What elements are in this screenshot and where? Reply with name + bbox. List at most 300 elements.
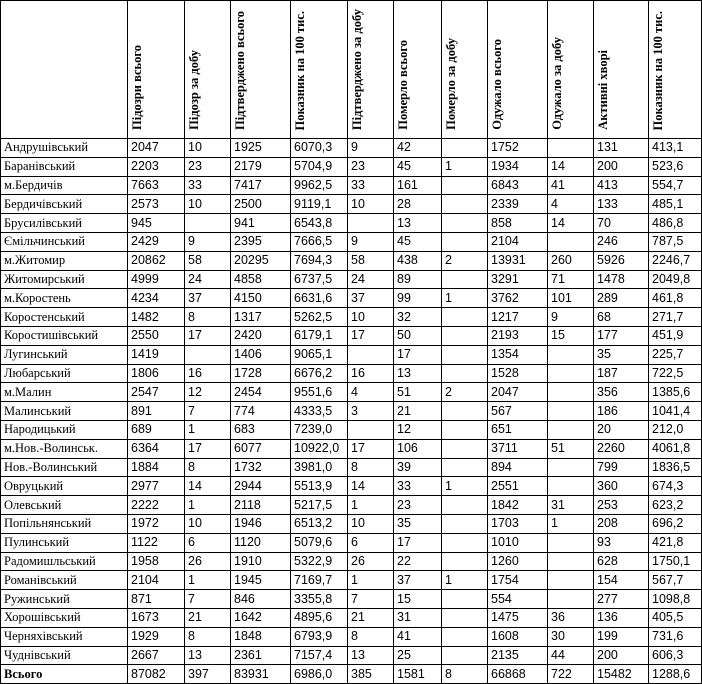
header-label: Показник на 100 тис.: [293, 10, 307, 130]
district-name-cell: Бердичівський: [1, 195, 128, 214]
value-cell: 199: [594, 627, 649, 646]
value-cell: 99: [394, 289, 442, 308]
value-cell: 14: [185, 477, 231, 496]
value-cell: 2203: [128, 157, 185, 176]
table-row: [1, 627, 702, 646]
value-cell: 8: [185, 627, 231, 646]
value-cell: 17: [394, 533, 442, 552]
value-cell: 58: [185, 251, 231, 270]
value-cell: 7169,7: [291, 571, 348, 590]
value-cell: 6543,8: [291, 214, 348, 233]
value-cell: 731,6: [649, 627, 702, 646]
value-cell: 51: [394, 383, 442, 402]
value-cell: 10922,0: [291, 439, 348, 458]
table-row: [1, 270, 702, 289]
value-cell: 70: [594, 214, 649, 233]
value-cell: [548, 345, 594, 364]
value-cell: 385: [348, 665, 394, 684]
value-cell: 2193: [488, 326, 548, 345]
value-cell: 37: [394, 571, 442, 590]
value-cell: 799: [594, 458, 649, 477]
value-cell: [442, 646, 488, 665]
value-cell: 1806: [128, 364, 185, 383]
value-cell: 1: [185, 496, 231, 515]
value-cell: 1925: [231, 139, 291, 158]
value-cell: 208: [594, 514, 649, 533]
district-name-cell: м.Бердичів: [1, 176, 128, 195]
value-cell: 2: [442, 251, 488, 270]
value-cell: 131: [594, 139, 649, 158]
value-cell: 554,7: [649, 176, 702, 195]
table-row: [1, 289, 702, 308]
value-cell: 7239,0: [291, 420, 348, 439]
value-cell: 1475: [488, 608, 548, 627]
header-column-9: [548, 1, 594, 139]
value-cell: 787,5: [649, 232, 702, 251]
value-cell: 23: [348, 157, 394, 176]
value-cell: 6793,9: [291, 627, 348, 646]
value-cell: 260: [548, 251, 594, 270]
table-row: [1, 533, 702, 552]
value-cell: 68: [594, 308, 649, 327]
value-cell: 225,7: [649, 345, 702, 364]
value-cell: 438: [394, 251, 442, 270]
value-cell: 6843: [488, 176, 548, 195]
value-cell: 2573: [128, 195, 185, 214]
table-row: [1, 345, 702, 364]
value-cell: 1836,5: [649, 458, 702, 477]
value-cell: 44: [548, 646, 594, 665]
value-cell: 4234: [128, 289, 185, 308]
header-label: Підтверджено за добу: [350, 8, 364, 130]
value-cell: 567,7: [649, 571, 702, 590]
district-name-cell: Андрушівський: [1, 139, 128, 158]
value-cell: [548, 420, 594, 439]
value-cell: 2: [442, 383, 488, 402]
district-name-cell: Брусилівський: [1, 214, 128, 233]
value-cell: 722,5: [649, 364, 702, 383]
value-cell: 26: [348, 552, 394, 571]
value-cell: 8: [348, 627, 394, 646]
district-name-cell: Баранівський: [1, 157, 128, 176]
header-label: Померло всього: [396, 40, 410, 130]
value-cell: 9: [348, 232, 394, 251]
value-cell: 30: [548, 627, 594, 646]
value-cell: 413,1: [649, 139, 702, 158]
value-cell: 7: [348, 590, 394, 609]
header-column-11: [649, 1, 702, 139]
value-cell: 31: [394, 608, 442, 627]
value-cell: 523,6: [649, 157, 702, 176]
district-name-cell: Хорошівський: [1, 608, 128, 627]
value-cell: 1910: [231, 552, 291, 571]
table-row: [1, 157, 702, 176]
value-cell: 3291: [488, 270, 548, 289]
table-row: [1, 608, 702, 627]
value-cell: 1: [185, 420, 231, 439]
value-cell: 1642: [231, 608, 291, 627]
value-cell: 1884: [128, 458, 185, 477]
value-cell: 2667: [128, 646, 185, 665]
value-cell: 567: [488, 402, 548, 421]
value-cell: 1: [442, 157, 488, 176]
value-cell: 101: [548, 289, 594, 308]
value-cell: 405,5: [649, 608, 702, 627]
value-cell: 4: [348, 383, 394, 402]
value-cell: [442, 402, 488, 421]
value-cell: 397: [185, 665, 231, 684]
value-cell: 628: [594, 552, 649, 571]
header-label: Одужало за добу: [550, 37, 564, 130]
value-cell: 9: [348, 139, 394, 158]
value-cell: 6077: [231, 439, 291, 458]
value-cell: 106: [394, 439, 442, 458]
value-cell: 21: [394, 402, 442, 421]
value-cell: 858: [488, 214, 548, 233]
value-cell: 17: [348, 439, 394, 458]
value-cell: 7157,4: [291, 646, 348, 665]
value-cell: 5262,5: [291, 308, 348, 327]
value-cell: 41: [548, 176, 594, 195]
value-cell: 4: [548, 195, 594, 214]
district-name-cell: Коростишівський: [1, 326, 128, 345]
value-cell: [442, 458, 488, 477]
value-cell: 4999: [128, 270, 185, 289]
district-name-cell: Радомишльський: [1, 552, 128, 571]
value-cell: 4858: [231, 270, 291, 289]
value-cell: 33: [394, 477, 442, 496]
value-cell: 2135: [488, 646, 548, 665]
value-cell: 23: [394, 496, 442, 515]
value-cell: 486,8: [649, 214, 702, 233]
value-cell: 8: [185, 458, 231, 477]
value-cell: [548, 402, 594, 421]
value-cell: 1934: [488, 157, 548, 176]
table-row: [1, 214, 702, 233]
value-cell: 200: [594, 646, 649, 665]
value-cell: 23: [185, 157, 231, 176]
value-cell: 17: [348, 326, 394, 345]
value-cell: 71: [548, 270, 594, 289]
value-cell: 554: [488, 590, 548, 609]
value-cell: [442, 439, 488, 458]
table-row: [1, 232, 702, 251]
value-cell: 45: [394, 232, 442, 251]
table-row: [1, 552, 702, 571]
value-cell: 2454: [231, 383, 291, 402]
value-cell: 7666,5: [291, 232, 348, 251]
value-cell: 5322,9: [291, 552, 348, 571]
value-cell: 1: [348, 571, 394, 590]
table-row: [1, 308, 702, 327]
value-cell: [348, 420, 394, 439]
value-cell: 674,3: [649, 477, 702, 496]
value-cell: 722: [548, 665, 594, 684]
value-cell: 941: [231, 214, 291, 233]
table-row: [1, 383, 702, 402]
value-cell: 4895,6: [291, 608, 348, 627]
value-cell: 1317: [231, 308, 291, 327]
header-label: Підозр за добу: [187, 50, 201, 130]
value-cell: 1419: [128, 345, 185, 364]
header-column-2: [185, 1, 231, 139]
value-cell: 871: [128, 590, 185, 609]
value-cell: 2361: [231, 646, 291, 665]
district-name-cell: м.Нов.-Волинськ.: [1, 439, 128, 458]
value-cell: 2551: [488, 477, 548, 496]
district-name-cell: Коростенський: [1, 308, 128, 327]
value-cell: 2222: [128, 496, 185, 515]
value-cell: 187: [594, 364, 649, 383]
value-cell: 28: [394, 195, 442, 214]
header-column-4: [291, 1, 348, 139]
value-cell: 2429: [128, 232, 185, 251]
value-cell: [442, 345, 488, 364]
value-cell: 10: [348, 308, 394, 327]
value-cell: 1752: [488, 139, 548, 158]
value-cell: 1041,4: [649, 402, 702, 421]
district-name-cell: Черняхівський: [1, 627, 128, 646]
value-cell: 10: [185, 514, 231, 533]
table-row: [1, 439, 702, 458]
value-cell: 15: [548, 326, 594, 345]
value-cell: 9: [185, 232, 231, 251]
value-cell: 6179,1: [291, 326, 348, 345]
value-cell: 133: [594, 195, 649, 214]
table-row: [1, 590, 702, 609]
value-cell: 8: [348, 458, 394, 477]
value-cell: 42: [394, 139, 442, 158]
value-cell: 2547: [128, 383, 185, 402]
value-cell: 5513,9: [291, 477, 348, 496]
value-cell: 3711: [488, 439, 548, 458]
header-label: Одужало всього: [490, 39, 504, 130]
value-cell: 1848: [231, 627, 291, 646]
value-cell: 89: [394, 270, 442, 289]
value-cell: [442, 326, 488, 345]
value-cell: 8: [185, 308, 231, 327]
value-cell: 154: [594, 571, 649, 590]
value-cell: 891: [128, 402, 185, 421]
district-name-cell: Попільнянський: [1, 514, 128, 533]
value-cell: 945: [128, 214, 185, 233]
value-cell: 6: [348, 533, 394, 552]
table-row: [1, 496, 702, 515]
value-cell: 1703: [488, 514, 548, 533]
value-cell: 3762: [488, 289, 548, 308]
value-cell: 17: [185, 439, 231, 458]
table-row: [1, 458, 702, 477]
value-cell: 2047: [128, 139, 185, 158]
value-cell: 1260: [488, 552, 548, 571]
table-row: [1, 571, 702, 590]
value-cell: 51: [548, 439, 594, 458]
value-cell: 2339: [488, 195, 548, 214]
value-cell: 1608: [488, 627, 548, 646]
value-cell: 1929: [128, 627, 185, 646]
value-cell: 3355,8: [291, 590, 348, 609]
total-row: [1, 665, 702, 684]
value-cell: 7663: [128, 176, 185, 195]
value-cell: 10: [348, 195, 394, 214]
value-cell: 37: [185, 289, 231, 308]
value-cell: [548, 477, 594, 496]
district-name-cell: Пулинський: [1, 533, 128, 552]
value-cell: 6737,5: [291, 270, 348, 289]
value-cell: 6986,0: [291, 665, 348, 684]
value-cell: 606,3: [649, 646, 702, 665]
value-cell: 45: [394, 157, 442, 176]
value-cell: 1: [185, 571, 231, 590]
header-column-3: [231, 1, 291, 139]
value-cell: 1288,6: [649, 665, 702, 684]
value-cell: 7: [185, 590, 231, 609]
value-cell: [548, 364, 594, 383]
value-cell: [442, 308, 488, 327]
value-cell: 6364: [128, 439, 185, 458]
district-name-cell: Овруцький: [1, 477, 128, 496]
value-cell: [442, 608, 488, 627]
value-cell: 1754: [488, 571, 548, 590]
value-cell: 50: [394, 326, 442, 345]
value-cell: 2118: [231, 496, 291, 515]
value-cell: [442, 533, 488, 552]
value-cell: 15482: [594, 665, 649, 684]
table-row: [1, 514, 702, 533]
district-name-cell: Романівський: [1, 571, 128, 590]
value-cell: 14: [548, 157, 594, 176]
value-cell: 22: [394, 552, 442, 571]
value-cell: 689: [128, 420, 185, 439]
value-cell: [442, 176, 488, 195]
table-row: [1, 420, 702, 439]
value-cell: [348, 214, 394, 233]
value-cell: 9962,5: [291, 176, 348, 195]
value-cell: 32: [394, 308, 442, 327]
value-cell: 35: [394, 514, 442, 533]
value-cell: [548, 139, 594, 158]
value-cell: 4333,5: [291, 402, 348, 421]
district-name-cell: Ємільчинський: [1, 232, 128, 251]
value-cell: 1673: [128, 608, 185, 627]
value-cell: 1354: [488, 345, 548, 364]
value-cell: 9065,1: [291, 345, 348, 364]
value-cell: 39: [394, 458, 442, 477]
value-cell: 2049,8: [649, 270, 702, 289]
value-cell: 37: [348, 289, 394, 308]
value-cell: 1217: [488, 308, 548, 327]
value-cell: 1478: [594, 270, 649, 289]
value-cell: 1: [548, 514, 594, 533]
value-cell: 13: [348, 646, 394, 665]
value-cell: 9: [548, 308, 594, 327]
header-label: Померло за добу: [444, 38, 458, 130]
value-cell: 41: [394, 627, 442, 646]
value-cell: 1528: [488, 364, 548, 383]
district-name-cell: м.Малин: [1, 383, 128, 402]
value-cell: [548, 590, 594, 609]
value-cell: [548, 383, 594, 402]
value-cell: [442, 514, 488, 533]
value-cell: 200: [594, 157, 649, 176]
value-cell: 6631,6: [291, 289, 348, 308]
value-cell: [442, 590, 488, 609]
value-cell: 623,2: [649, 496, 702, 515]
value-cell: 9119,1: [291, 195, 348, 214]
value-cell: 35: [594, 345, 649, 364]
value-cell: 25: [394, 646, 442, 665]
value-cell: 2104: [488, 232, 548, 251]
value-cell: 2246,7: [649, 251, 702, 270]
value-cell: [548, 533, 594, 552]
value-cell: [442, 195, 488, 214]
value-cell: 1120: [231, 533, 291, 552]
value-cell: 33: [185, 176, 231, 195]
header-column-8: [488, 1, 548, 139]
value-cell: 5926: [594, 251, 649, 270]
district-name-cell: Житомирський: [1, 270, 128, 289]
value-cell: 289: [594, 289, 649, 308]
table-row: [1, 176, 702, 195]
district-name-cell: м.Коростень: [1, 289, 128, 308]
value-cell: 1010: [488, 533, 548, 552]
value-cell: 17: [185, 326, 231, 345]
value-cell: [548, 571, 594, 590]
value-cell: 894: [488, 458, 548, 477]
value-cell: 696,2: [649, 514, 702, 533]
header-label: Активні хворі: [596, 50, 610, 130]
value-cell: 2395: [231, 232, 291, 251]
value-cell: 7417: [231, 176, 291, 195]
value-cell: 846: [231, 590, 291, 609]
district-name-cell: Всього: [1, 665, 128, 684]
value-cell: 21: [348, 608, 394, 627]
value-cell: 20: [594, 420, 649, 439]
value-cell: [348, 345, 394, 364]
value-cell: 14: [548, 214, 594, 233]
district-name-cell: Малинський: [1, 402, 128, 421]
value-cell: [548, 232, 594, 251]
value-cell: [442, 139, 488, 158]
value-cell: 451,9: [649, 326, 702, 345]
value-cell: 5079,6: [291, 533, 348, 552]
value-cell: 87082: [128, 665, 185, 684]
value-cell: 15: [394, 590, 442, 609]
district-name-cell: Ружинський: [1, 590, 128, 609]
value-cell: 10: [348, 514, 394, 533]
header-column-1: [128, 1, 185, 139]
value-cell: [442, 270, 488, 289]
value-cell: 6513,2: [291, 514, 348, 533]
value-cell: 6070,3: [291, 139, 348, 158]
value-cell: 20862: [128, 251, 185, 270]
header-column-10: [594, 1, 649, 139]
value-cell: 16: [185, 364, 231, 383]
value-cell: [548, 552, 594, 571]
value-cell: 33: [348, 176, 394, 195]
district-name-cell: м.Житомир: [1, 251, 128, 270]
value-cell: [548, 458, 594, 477]
value-cell: [442, 232, 488, 251]
table-row: [1, 364, 702, 383]
value-cell: 9551,6: [291, 383, 348, 402]
value-cell: 413: [594, 176, 649, 195]
value-cell: 461,8: [649, 289, 702, 308]
value-cell: 17: [394, 345, 442, 364]
value-cell: 7: [185, 402, 231, 421]
value-cell: 774: [231, 402, 291, 421]
value-cell: 1: [442, 571, 488, 590]
